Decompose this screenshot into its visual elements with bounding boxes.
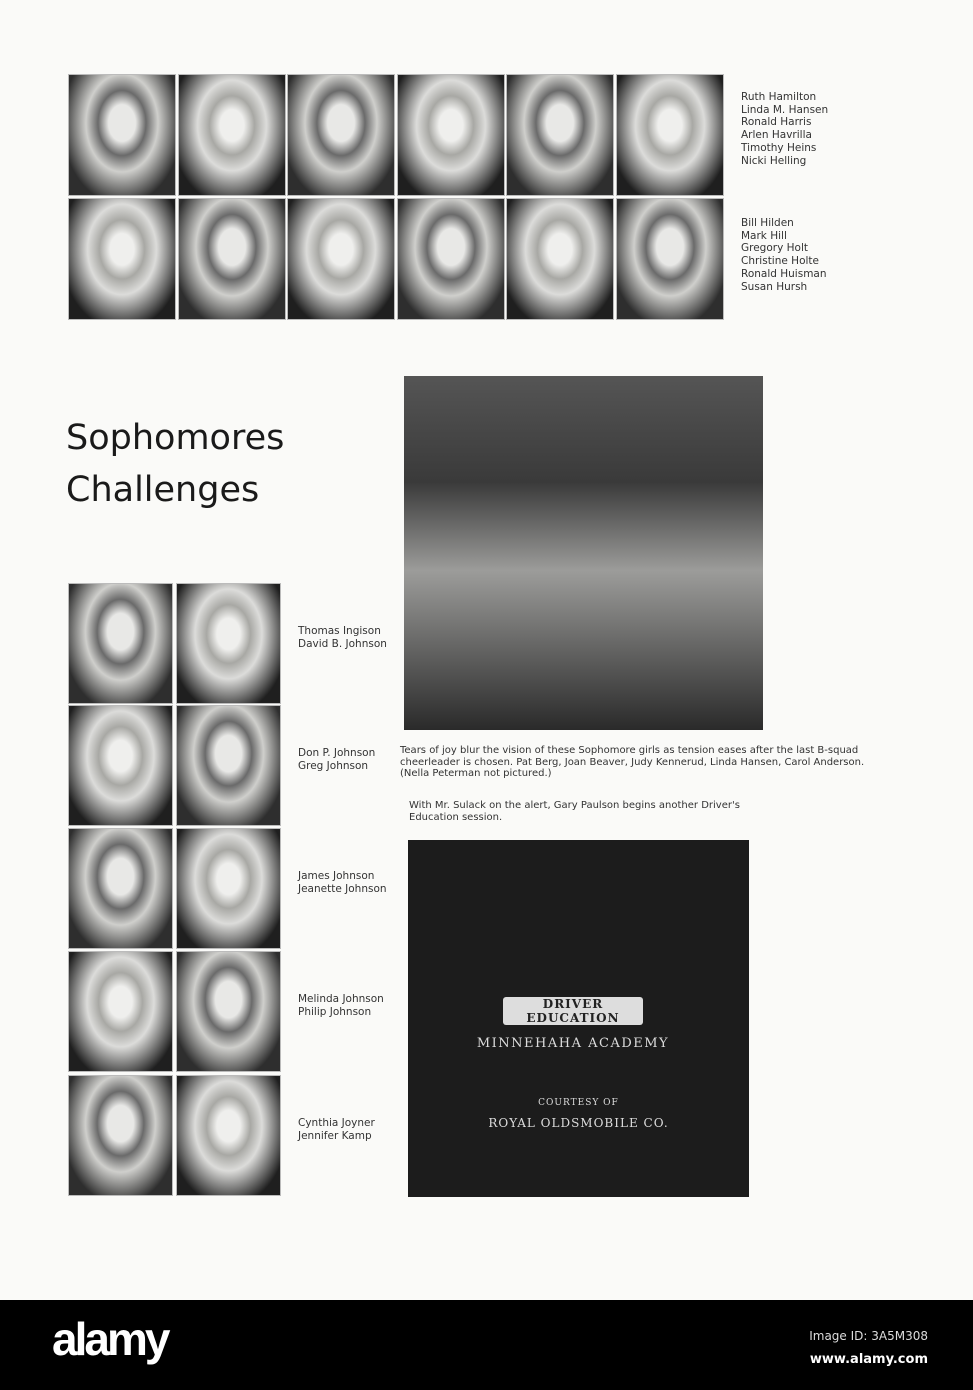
- portrait-photo: [68, 198, 176, 320]
- portrait-photo: [68, 951, 173, 1072]
- portrait-names: [298, 747, 375, 772]
- portrait-photo: [506, 198, 614, 320]
- portrait-photo: [68, 705, 173, 826]
- names-row-2: [741, 217, 827, 293]
- name: Jennifer Kamp: [298, 1129, 372, 1142]
- name: Ronald Harris: [741, 116, 812, 129]
- name: Gregory Holt: [741, 242, 808, 255]
- name: Ruth Hamilton: [741, 91, 817, 103]
- name: Bill Hilden: [741, 217, 794, 229]
- portrait-photo: [397, 74, 505, 196]
- portrait-photo: [616, 198, 724, 320]
- driver-ed-caption: With Mr. Sulack on the alert, Gary Paulson begins another Driver's Education session.: [409, 800, 740, 823]
- cheerleader-photo: [404, 376, 763, 730]
- alamy-logo: alamy: [52, 1313, 168, 1365]
- portrait-names: [298, 1117, 375, 1142]
- watermark-footer: [0, 1300, 973, 1390]
- name: James Johnson: [298, 870, 375, 882]
- portrait-photo: [506, 74, 614, 196]
- title-line: Challenges: [66, 470, 260, 510]
- name: Melinda Johnson: [298, 993, 384, 1005]
- name: Nicki Helling: [741, 154, 807, 167]
- names-row-1: [741, 91, 828, 167]
- portrait-photo: [178, 74, 286, 196]
- portrait-photo: [287, 198, 395, 320]
- portrait-photo: [397, 198, 505, 320]
- name: Philip Johnson: [298, 1005, 372, 1018]
- portrait-photo: [176, 828, 281, 949]
- footer-url: www.alamy.com: [809, 1352, 928, 1367]
- portrait-photo: [176, 1075, 281, 1196]
- name: Arlen Havrilla: [741, 129, 812, 142]
- portrait-photo: [68, 583, 173, 704]
- portrait-photo: [176, 705, 281, 826]
- car-badge: DRIVER EDUCATION: [503, 997, 643, 1025]
- name: Susan Hursh: [741, 280, 808, 293]
- car-dealer: ROYAL OLDSMOBILE CO.: [488, 1116, 669, 1130]
- image-id: Image ID: 3A5M308: [809, 1329, 928, 1343]
- portrait-photo: [68, 1075, 173, 1196]
- name: Timothy Heins: [741, 141, 817, 154]
- name: Thomas Ingison: [298, 625, 381, 637]
- portrait-photo: [68, 828, 173, 949]
- title-line: Sophomores: [66, 418, 285, 458]
- car-courtesy: COURTESY OF: [538, 1098, 619, 1108]
- name: Ronald Huisman: [741, 267, 827, 280]
- portrait-photo: [287, 74, 395, 196]
- name: David B. Johnson: [298, 637, 387, 650]
- portrait-photo: [178, 198, 286, 320]
- name: Greg Johnson: [298, 759, 369, 772]
- portrait-names: [298, 625, 387, 650]
- portrait-names: [298, 993, 384, 1018]
- cheerleader-caption: Tears of joy blur the vision of these Sophomore girls as tension eases after the last B-squad cheerleader is chosen. Pat Berg, Joan Beaver, Judy Kennerud, Linda Hansen, Carol Anderson. (Nella Peterman not pictured.): [400, 745, 865, 779]
- name: Linda M. Hansen: [741, 103, 829, 116]
- portrait-photo: [616, 74, 724, 196]
- portrait-photo: [176, 583, 281, 704]
- name: Christine Holte: [741, 255, 819, 268]
- portrait-names: [298, 870, 387, 895]
- name: Mark Hill: [741, 229, 787, 242]
- page-title: [66, 412, 284, 516]
- portrait-photo: [176, 951, 281, 1072]
- name: Don P. Johnson: [298, 747, 376, 759]
- car-school: MINNEHAHA ACADEMY: [476, 1036, 670, 1051]
- driver-ed-photo: [408, 840, 749, 1197]
- name: Jeanette Johnson: [298, 882, 387, 895]
- name: Cynthia Joyner: [298, 1117, 375, 1129]
- portrait-photo: [68, 74, 176, 196]
